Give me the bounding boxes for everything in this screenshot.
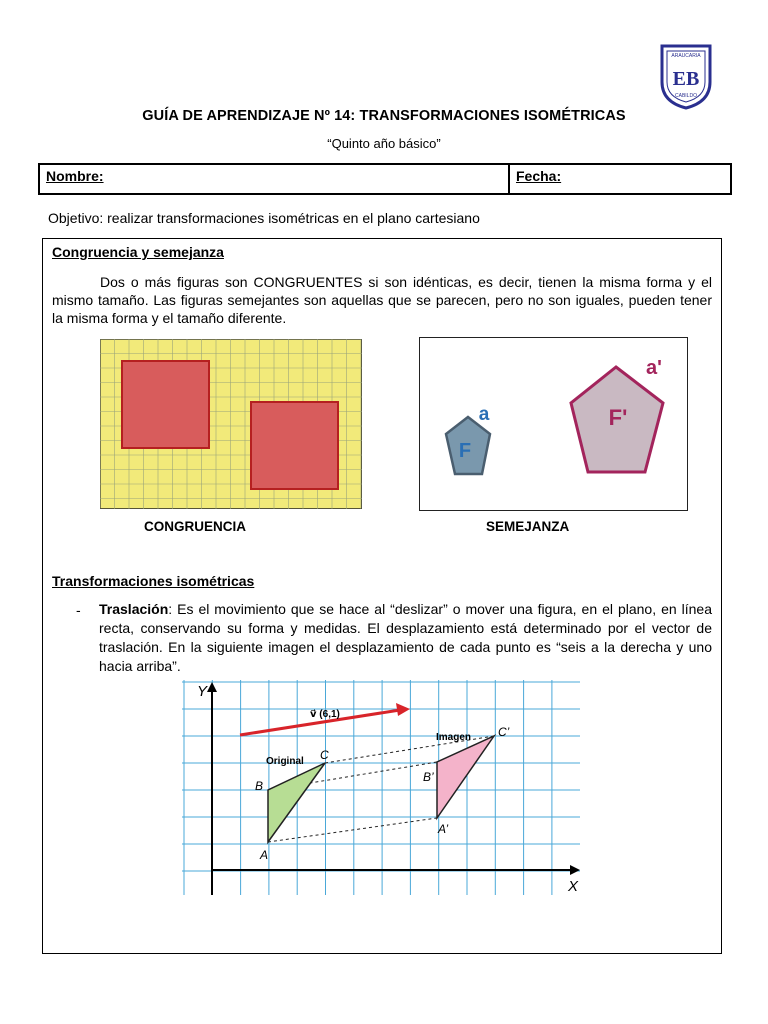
objetivo-text: Objetivo: realizar transformaciones isométricas en el plano cartesiano: [48, 210, 480, 226]
vertex-b: B: [255, 779, 264, 793]
vertex-c-prime: C’: [498, 725, 510, 739]
label-imagen: Imagen: [436, 732, 472, 743]
label-a: a: [478, 404, 490, 425]
term-traslacion: Traslación: [99, 601, 169, 617]
y-axis-label: Y: [197, 683, 208, 700]
logo-text-bottom: CABILDO: [675, 93, 697, 99]
original-triangle: [268, 763, 325, 842]
label-original: Original: [266, 756, 304, 767]
vertex-a-prime: A’: [438, 822, 449, 836]
school-logo: [658, 42, 714, 110]
paragraph-traslacion: [99, 600, 712, 676]
vector-label: v⃗ (6,1): [310, 709, 340, 720]
paragraph-congruencia: Dos o más figuras son CONGRUENTES si son idénticas, es decir, tienen la misma forma y el mismo tamaño. Las figuras semejantes son aquellas que se parecen, pero no son iguales, pueden tener la misma forma y el tamaño diferente.: [52, 274, 712, 326]
caption-semejanza: SEMEJANZA: [486, 519, 570, 534]
fecha-field[interactable]: [508, 163, 732, 195]
bullet-dash: -: [76, 602, 81, 618]
page-title: GUÍA DE APRENDIZAJE Nº 14: TRANSFORMACIONES ISOMÉTRICAS: [142, 108, 626, 124]
section-heading-congruencia: Congruencia y semejanza: [52, 244, 224, 260]
fecha-label: Fecha:: [516, 168, 562, 184]
semejanza-figure: [419, 337, 688, 511]
vertex-a: A: [260, 848, 269, 862]
label-a-prime: a': [646, 357, 662, 379]
logo-text-top: ARAUCARIA: [671, 53, 701, 59]
congruencia-figure: [100, 339, 362, 509]
section-heading-transformaciones: Transformaciones isométricas: [52, 573, 255, 589]
y-axis-arrow: [207, 682, 217, 692]
x-axis-arrow: [570, 865, 580, 875]
vertex-c: C: [320, 748, 329, 762]
vertex-b-prime: B’: [423, 770, 434, 784]
traslacion-plane: [182, 680, 582, 895]
nombre-field[interactable]: [38, 163, 510, 195]
label-f: F: [458, 440, 472, 462]
label-f-prime: F': [608, 405, 628, 430]
caption-congruencia: CONGRUENCIA: [144, 519, 247, 534]
x-axis-label: X: [568, 878, 579, 895]
traslacion-definition: : Es el movimiento que se hace al “deslizar” o mover una figura, en el plano, en línea recta, conservando su forma y medidas. El desplazamiento está determinado por el vector de traslación. En la siguiente imagen el desplazamiento de cada punto es “seis a la derecha y uno hacia arriba”.: [99, 601, 712, 674]
page-subtitle: “Quinto año básico”: [327, 136, 441, 151]
image-triangle: [437, 736, 494, 818]
vector-arrowhead: [396, 703, 410, 716]
red-square-1: [122, 361, 209, 448]
red-square-2: [251, 402, 338, 489]
logo-mark: EB: [672, 68, 700, 90]
nombre-label: Nombre:: [46, 168, 104, 184]
